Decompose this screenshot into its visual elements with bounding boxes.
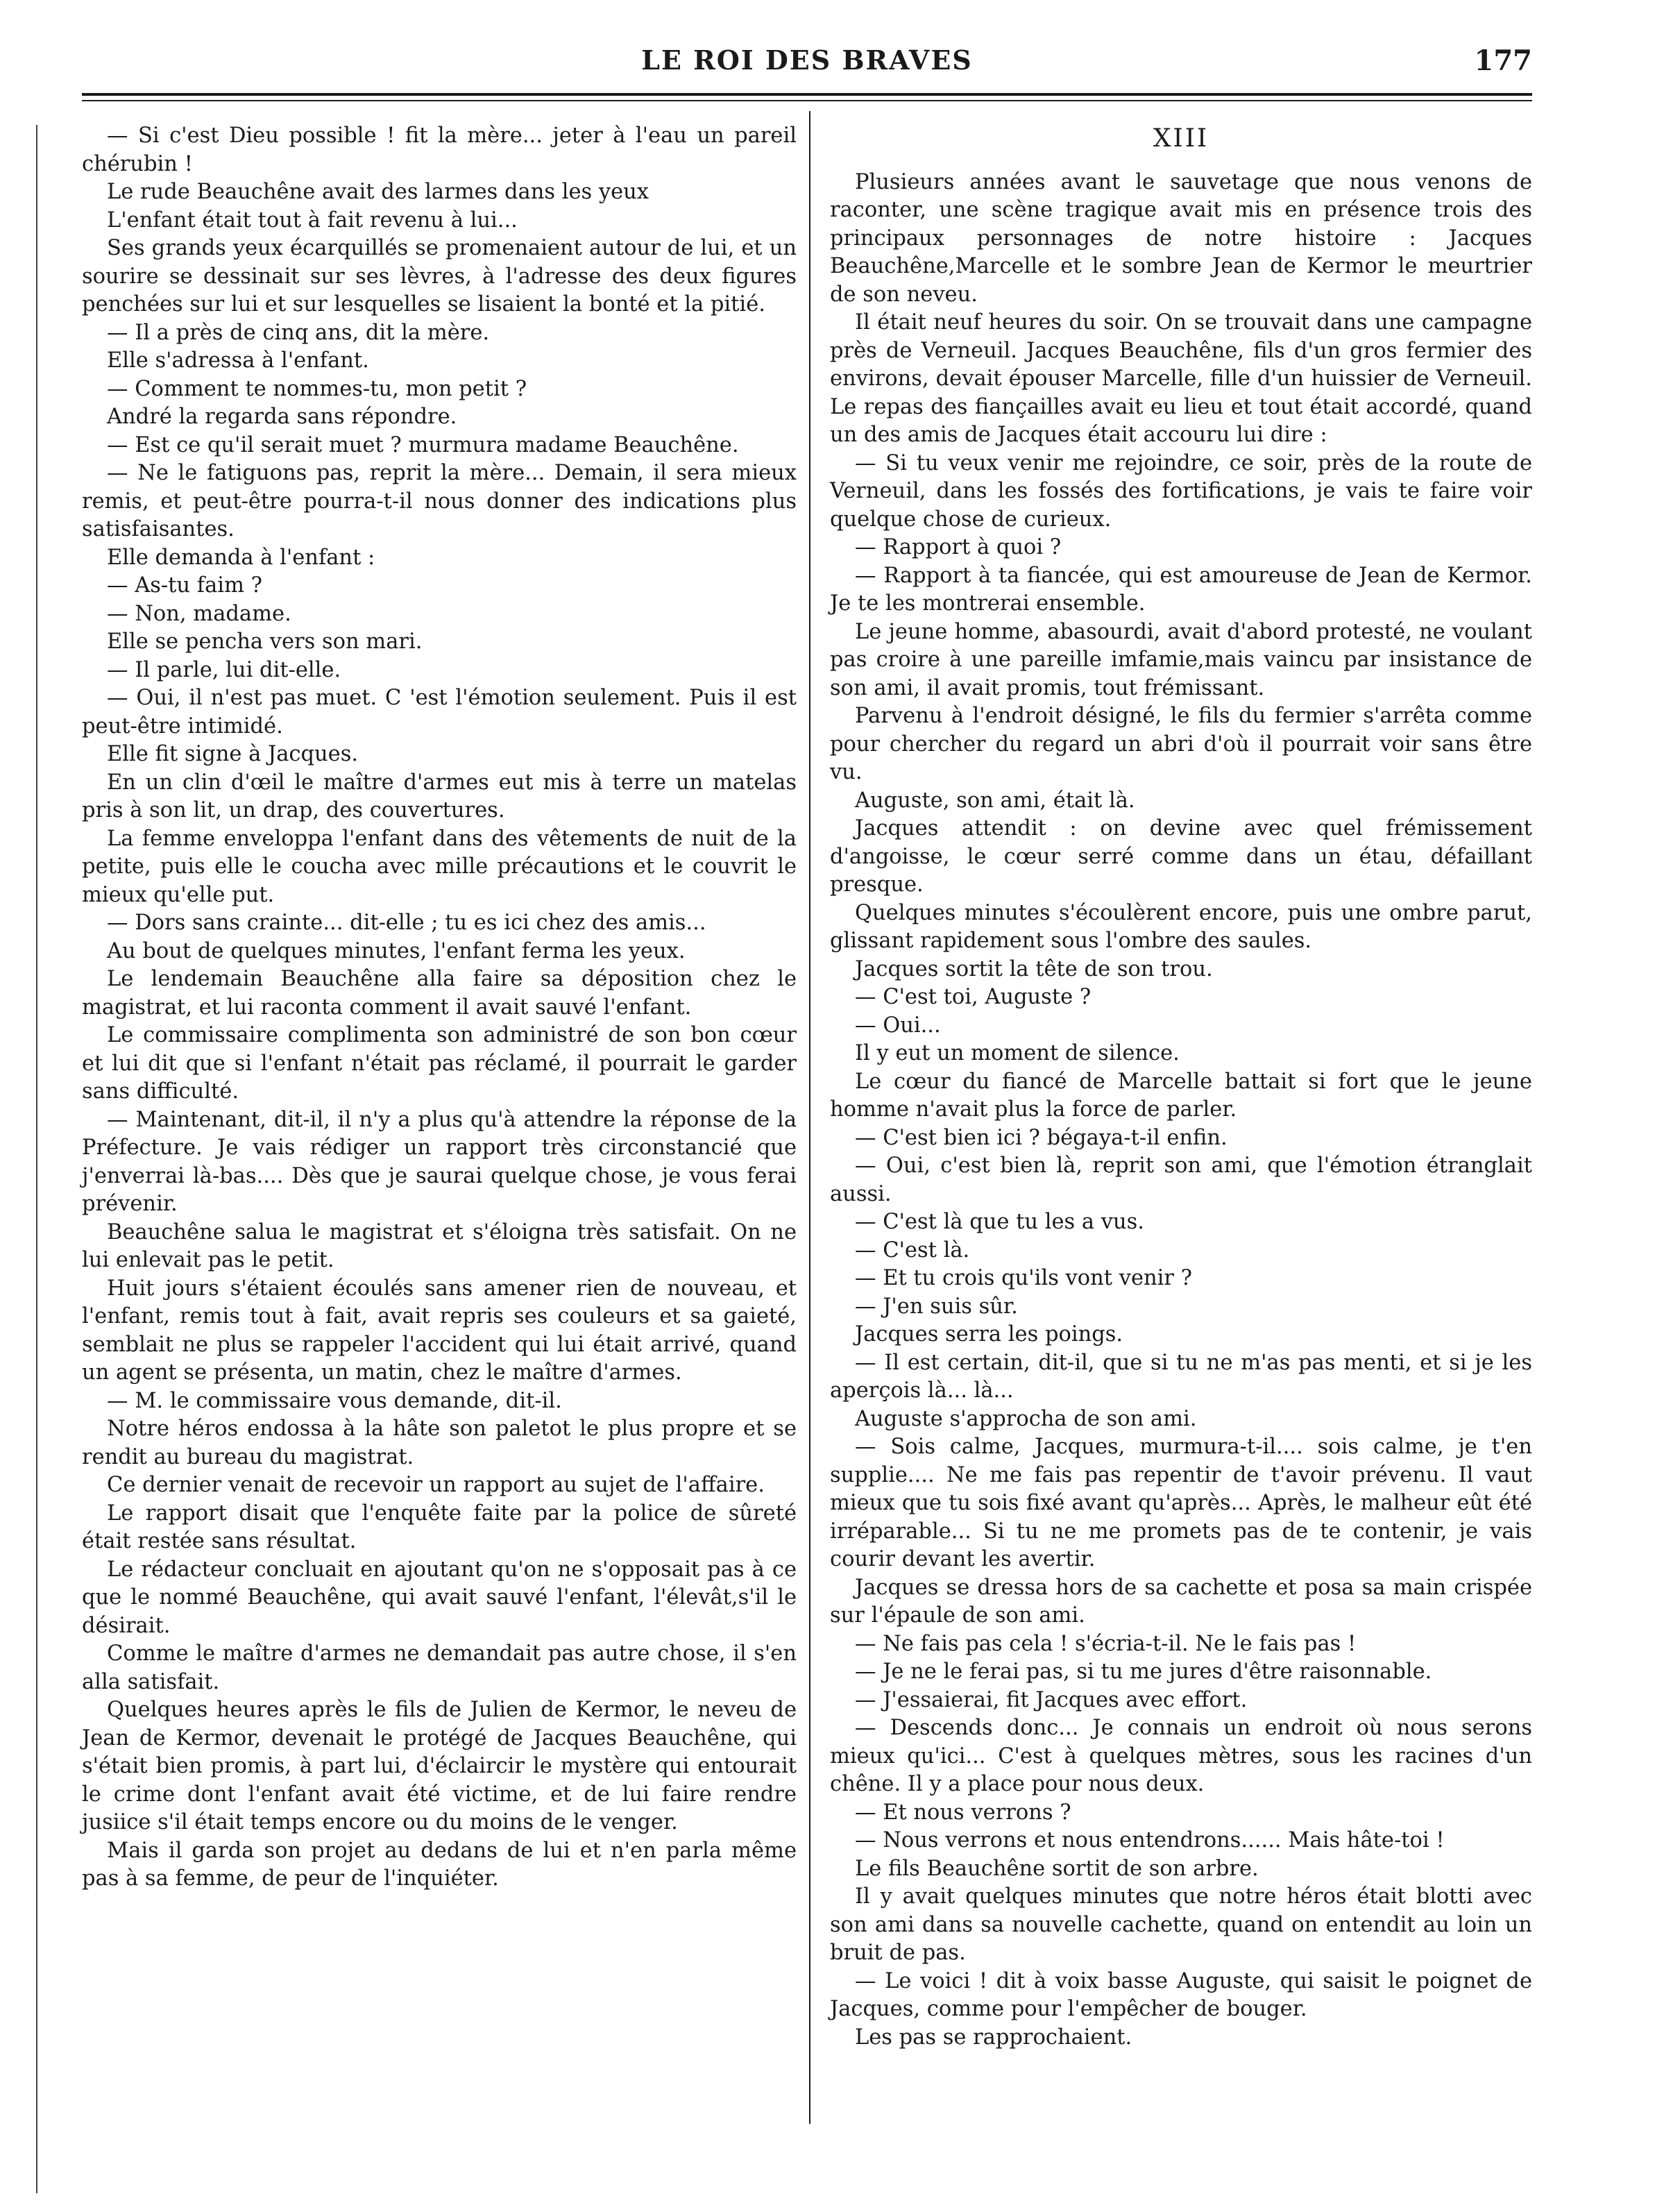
paragraph: Le rude Beauchêne avait des larmes dans les yeux	[107, 180, 649, 204]
paragraph: — As-tu faim ?	[107, 573, 262, 598]
paragraph: — Rapport à quoi ?	[855, 535, 1062, 559]
paragraph: — C'est là.	[855, 1238, 970, 1263]
paragraph: — Oui, il n'est pas muet. C 'est l'émotion seulement. Puis il est peut-être intimidé.	[82, 686, 797, 738]
paragraph: — Il est certain, dit-il, que si tu ne m'as pas menti, et si je les aperçois là... là...	[830, 1350, 1532, 1403]
paragraph: Le jeune homme, abasourdi, avait d'abord protesté, ne voulant pas croire à une pareille imfamie,mais vaincu par insistance de son ami, il avait promis, tout frémissant.	[830, 619, 1532, 700]
paragraph: L'enfant était tout à fait revenu à lui...	[107, 208, 518, 233]
paragraph: Le commissaire complimenta son administré de son bon cœur et lui dit que si l'enfant n'était pas réclamé, il pourrait le garder sans difficulté.	[82, 1023, 797, 1104]
paragraph: Le cœur du fiancé de Marcelle battait si fort que le jeune homme n'avait plus la force de parler.	[830, 1069, 1532, 1122]
paragraph: La femme enveloppa l'enfant dans des vêtements de nuit de la petite, puis elle le coucha avec mille précautions et le couvrit le mieux qu'elle put.	[82, 826, 797, 907]
paragraph: — Dors sans crainte... dit-elle ; tu es ici chez des amis...	[107, 911, 706, 935]
right-text-column	[830, 122, 1532, 2052]
paragraph: Parvenu à l'endroit désigné, le fils du fermier s'arrêta comme pour chercher du regard un abri d'où il pourrait voir sans être vu.	[830, 704, 1532, 784]
paragraph: — C'est toi, Auguste ?	[855, 985, 1092, 1009]
paragraph: — Il a près de cinq ans, dit la mère.	[107, 320, 490, 345]
paragraph: Elle demanda à l'enfant :	[107, 545, 375, 570]
page-number: 177	[1474, 44, 1532, 77]
paragraph: — Nous verrons et nous entendrons...... Mais hâte-toi !	[855, 1828, 1445, 1852]
paragraph: — J'essaierai, fit Jacques avec effort.	[855, 1687, 1248, 1712]
paragraph: Jacques sortit la tête de son trou.	[855, 956, 1213, 981]
paragraph: — Et nous verrons ?	[855, 1800, 1071, 1825]
paragraph: — Maintenant, dit-il, il n'y a plus qu'à attendre la réponse de la Préfecture. Je vais rédiger un rapport très circonstancié que j'enverrai là-bas.... Dès que je saurai quelque chose, je vous ferai prévenir.	[82, 1107, 797, 1216]
header-rule-thin	[82, 100, 1532, 101]
paragraph: — Si c'est Dieu possible ! fit la mère... jeter à l'eau un pareil chérubin !	[82, 124, 797, 176]
paragraph: André la regarda sans répondre.	[107, 405, 457, 429]
paragraph: Comme le maître d'armes ne demandait pas autre chose, il s'en alla satisfait.	[82, 1641, 797, 1694]
left-text-column	[82, 122, 797, 1893]
paragraph: — Le voici ! dit à voix basse Auguste, qui saisit le poignet de Jacques, comme pour l'empêcher de bouger.	[830, 1968, 1532, 2021]
paragraph: — Et tu crois qu'ils vont venir ?	[855, 1266, 1193, 1290]
paragraph: — Ne fais pas cela ! s'écria-t-il. Ne le fais pas !	[855, 1631, 1357, 1656]
paragraph: Les pas se rapprochaient.	[855, 2025, 1132, 2050]
paragraph: Elle s'adressa à l'enfant.	[107, 348, 369, 373]
paragraph: Il y avait quelques minutes que notre héros était blotti avec son ami dans sa nouvelle cachette, quand on entendit au loin un bruit de pas.	[830, 1884, 1532, 1965]
paragraph: — C'est là que tu les a vus.	[855, 1210, 1144, 1234]
paragraph: — Comment te nommes-tu, mon petit ?	[107, 376, 527, 401]
paragraph: Le rédacteur concluait en ajoutant qu'on ne s'opposait pas à ce que le nommé Beauchêne, qui avait sauvé l'enfant, l'élevât,s'il le désirait.	[82, 1557, 797, 1638]
paragraph: Jacques attendit : on devine avec quel frémissement d'angoisse, le cœur serré comme dans un étau, défaillant presque.	[830, 816, 1532, 897]
paragraph: Au bout de quelques minutes, l'enfant ferma les yeux.	[107, 938, 686, 963]
paragraph: Le lendemain Beauchêne alla faire sa déposition chez le magistrat, et lui raconta comment il avait sauvé l'enfant.	[82, 967, 797, 1020]
paragraph: Plusieurs années avant le sauvetage que nous venons de raconter, une scène tragique avait mis en présence trois des principaux personnages de notre histoire : Jacques Beauchêne,Marcelle et le sombre Jean de Kermor le meurtrier de son neveu.	[830, 169, 1532, 307]
paragraph: Elle se pencha vers son mari.	[107, 630, 423, 654]
paragraph: — Je ne le ferai pas, si tu me jures d'être raisonnable.	[855, 1660, 1432, 1684]
paragraph: En un clin d'œil le maître d'armes eut mis à terre un matelas pris à son lit, un drap, des couvertures.	[82, 770, 797, 822]
paragraph: Il y eut un moment de silence.	[855, 1041, 1180, 1065]
paragraph: Quelques minutes s'écoulèrent encore, puis une ombre parut, glissant rapidement sous l'ombre des saules.	[830, 900, 1532, 953]
paragraph: Notre héros endossa à la hâte son paletot le plus propre et se rendit au bureau du magistrat.	[82, 1417, 797, 1469]
paragraph: — Sois calme, Jacques, murmura-t-il.... sois calme, je t'en supplie.... Ne me fais pas repentir de t'avoir prévenu. Il vaut mieux que tu sois fixé avant qu'après... Après, le malheur eût été irréparable... Si tu ne me promets pas de te contenir, je vais courir devant les avertir.	[830, 1435, 1532, 1571]
column-divider	[809, 111, 810, 2124]
paragraph: — Est ce qu'il serait muet ? murmura madame Beauchêne.	[107, 432, 739, 457]
paragraph: Huit jours s'étaient écoulés sans amener rien de nouveau, et l'enfant, remis tout à fait, avait repris ses couleurs et sa gaieté, semblait ne plus se rappeler l'accident qui lui était arrivé, quand un agent se présenta, un matin, chez le maître d'armes.	[82, 1276, 797, 1385]
paragraph: — C'est bien ici ? bégaya-t-il enfin.	[855, 1125, 1228, 1150]
paragraph: Le rapport disait que l'enquête faite par la police de sûreté était restée sans résultat.	[82, 1501, 797, 1553]
paragraph: Jacques se dressa hors de sa cachette et posa sa main crispée sur l'épaule de son ami.	[830, 1575, 1532, 1628]
page-edge-line	[36, 125, 37, 2193]
paragraph: — Il parle, lui dit-elle.	[107, 657, 341, 682]
header-rule-thick	[82, 93, 1532, 96]
paragraph: Auguste, son ami, était là.	[855, 788, 1135, 813]
paragraph: Auguste s'approcha de son ami.	[855, 1406, 1197, 1431]
paragraph: — M. le commissaire vous demande, dit-il.	[107, 1388, 562, 1413]
paragraph: — Rapport à ta fiancée, qui est amoureuse de Jean de Kermor. Je te les montrerai ensemble.	[830, 563, 1532, 616]
paragraph: — J'en suis sûr.	[855, 1294, 1018, 1319]
paragraph: Quelques heures après le fils de Julien de Kermor, le neveu de Jean de Kermor, devenait le protégé de Jacques Beauchêne, qui s'était bien promis, à part lui, d'éclaircir le mystère qui entourait le crime dont l'enfant avait été victime, et de lui faire rendre jusiice s'il était temps encore ou du moins de le venger.	[82, 1698, 797, 1834]
paragraph: Elle fit signe à Jacques.	[107, 742, 359, 766]
running-head	[82, 44, 1532, 86]
paragraph: Il était neuf heures du soir. On se trouvait dans une campagne près de Verneuil. Jacques Beauchêne, fils d'un gros fermier des environs, devait épouser Marcelle, fille d'un huissier de Verneuil. Le repas des fiançailles avait eu lieu et tout était accordé, quand un des amis de Jacques était accouru lui dire :	[830, 310, 1532, 447]
paragraph: Mais il garda son projet au dedans de lui et n'en parla même pas à sa femme, de peur de l'inquiéter.	[82, 1838, 797, 1891]
paragraph: — Descends donc... Je connais un endroit où nous serons mieux qu'ici... C'est à quelques mètres, sous les racines d'un chêne. Il y a place pour nous deux.	[830, 1716, 1532, 1796]
running-title: LE ROI DES BRAVES	[641, 44, 973, 76]
chapter-heading: XIII	[1153, 124, 1209, 153]
paragraph: — Ne le fatiguons pas, reprit la mère... Demain, il sera mieux remis, et peut-être pourra-t-il nous donner des indications plus satisfaisantes.	[82, 461, 797, 541]
paragraph: Le fils Beauchêne sortit de son arbre.	[855, 1856, 1259, 1881]
paragraph: — Oui...	[855, 1013, 941, 1038]
paragraph: — Non, madame.	[107, 601, 291, 626]
paragraph: — Si tu veux venir me rejoindre, ce soir, près de la route de Verneuil, dans les fossés des fortifications, je vais te faire voir quelque chose de curieux.	[830, 450, 1532, 532]
paragraph: Jacques serra les poings.	[855, 1322, 1123, 1346]
paragraph: Ses grands yeux écarquillés se promenaient autour de lui, et un sourire se dessinait sur ses lèvres, à l'adresse des deux figures penchées sur lui et sur lesquelles se lisaient la bonté et la pitié.	[82, 236, 797, 316]
paragraph: Beauchêne salua le magistrat et s'éloigna très satisfait. On ne lui enlevait pas le petit.	[82, 1219, 797, 1272]
paragraph: — Oui, c'est bien là, reprit son ami, que l'émotion étranglait aussi.	[830, 1154, 1532, 1206]
paragraph: Ce dernier venait de recevoir un rapport au sujet de l'affaire.	[107, 1473, 765, 1497]
